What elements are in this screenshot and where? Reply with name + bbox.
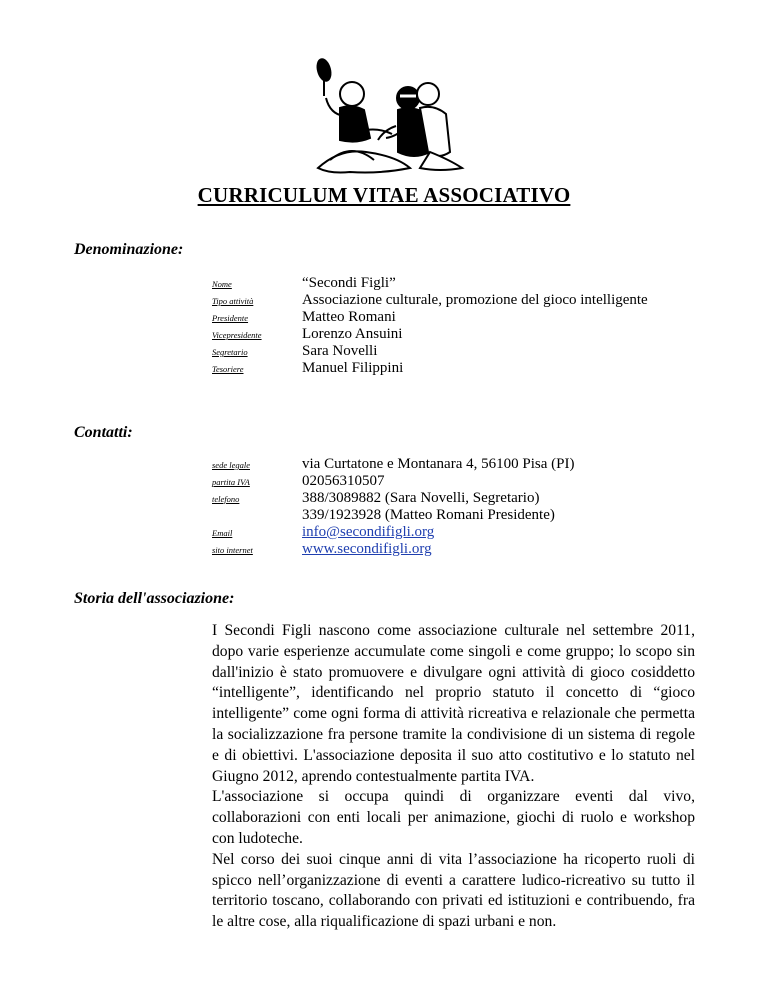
- field-label: Presidente: [212, 313, 249, 323]
- field-label: Nome: [212, 279, 232, 289]
- field-value: 02056310507: [302, 473, 385, 489]
- contatti-list: [212, 456, 732, 558]
- field-label: Email: [212, 528, 233, 538]
- list-row: [212, 326, 732, 343]
- field-label: sito internet: [212, 545, 253, 555]
- section-heading-denominazione: Denominazione:: [74, 241, 184, 258]
- list-row: [212, 490, 732, 507]
- field-label: Tesoriere: [212, 364, 244, 374]
- field-value: Lorenzo Ansuini: [302, 326, 403, 342]
- list-row: [212, 473, 732, 490]
- list-row: [212, 309, 732, 326]
- field-value: “Secondi Figli”: [302, 275, 396, 291]
- field-label: Vicepresidente: [212, 330, 262, 340]
- list-row: [212, 524, 732, 541]
- story-text: [212, 621, 695, 933]
- field-label: sede legale: [212, 460, 250, 470]
- field-label: Segretario: [212, 347, 248, 357]
- field-value: 388/3089882 (Sara Novelli, Segretario): [302, 490, 540, 506]
- section-heading-contatti: Contatti:: [74, 424, 133, 441]
- list-row: [212, 541, 732, 558]
- list-row: [212, 360, 732, 377]
- section-heading-storia: Storia dell'associazione:: [74, 590, 235, 607]
- list-row: [212, 343, 732, 360]
- field-label: Tipo attività: [212, 296, 254, 306]
- field-label: telefono: [212, 494, 240, 504]
- email-link[interactable]: info@secondifigli.org: [302, 524, 435, 540]
- document-title: CURRICULUM VITAE ASSOCIATIVO: [197, 183, 571, 207]
- field-value: via Curtatone e Montanara 4, 56100 Pisa (PI): [302, 456, 575, 472]
- association-logo: [300, 56, 470, 180]
- story-paragraph: Nel corso dei suoi cinque anni di vita l’associazione ha ricoperto ruoli di spicco nell’organizzazione di eventi a carattere ludico-ricreativo su tutto il territorio toscano, collaborando con privati ed istituzioni e contribuendo, fra le altre cose, alla riqualificazione di spazi urbani e non.: [212, 850, 695, 931]
- field-value: Sara Novelli: [302, 343, 378, 359]
- story-paragraph: I Secondi Figli nascono come associazione culturale nel settembre 2011, dopo varie esperienze accumulate come singoli e come gruppo; lo scopo sin dall'inizio è stato promuovere e divulgare ogni attività di gioco cosiddetto “intelligente”, identificando nel proprio statuto il concetto di “gioco intelligente” come ogni forma di attività ricreativa e relazionale che permetta la socializzazione fra persone tramite la condivisione di un sistema di regole e di obiettivi. L'associazione deposita il suo atto costitutivo e lo statuto nel Giugno 2012, aprendo contestualmente partita IVA.: [212, 622, 695, 785]
- field-label: partita IVA: [212, 477, 250, 487]
- website-link[interactable]: www.secondifigli.org: [302, 541, 432, 557]
- field-value: Matteo Romani: [302, 309, 396, 325]
- list-row: [212, 275, 732, 292]
- list-row: [212, 507, 732, 524]
- field-value: Associazione culturale, promozione del gioco intelligente: [302, 292, 648, 308]
- story-paragraph: L'associazione si occupa quindi di organizzare eventi dal vivo, collaborazioni con enti locali per animazione, giochi di ruolo e workshop con ludoteche.: [212, 788, 695, 847]
- field-value: 339/1923928 (Matteo Romani Presidente): [302, 507, 555, 523]
- denominazione-list: [212, 275, 732, 377]
- field-value: Manuel Filippini: [302, 360, 404, 376]
- list-row: [212, 292, 732, 309]
- list-row: [212, 456, 732, 473]
